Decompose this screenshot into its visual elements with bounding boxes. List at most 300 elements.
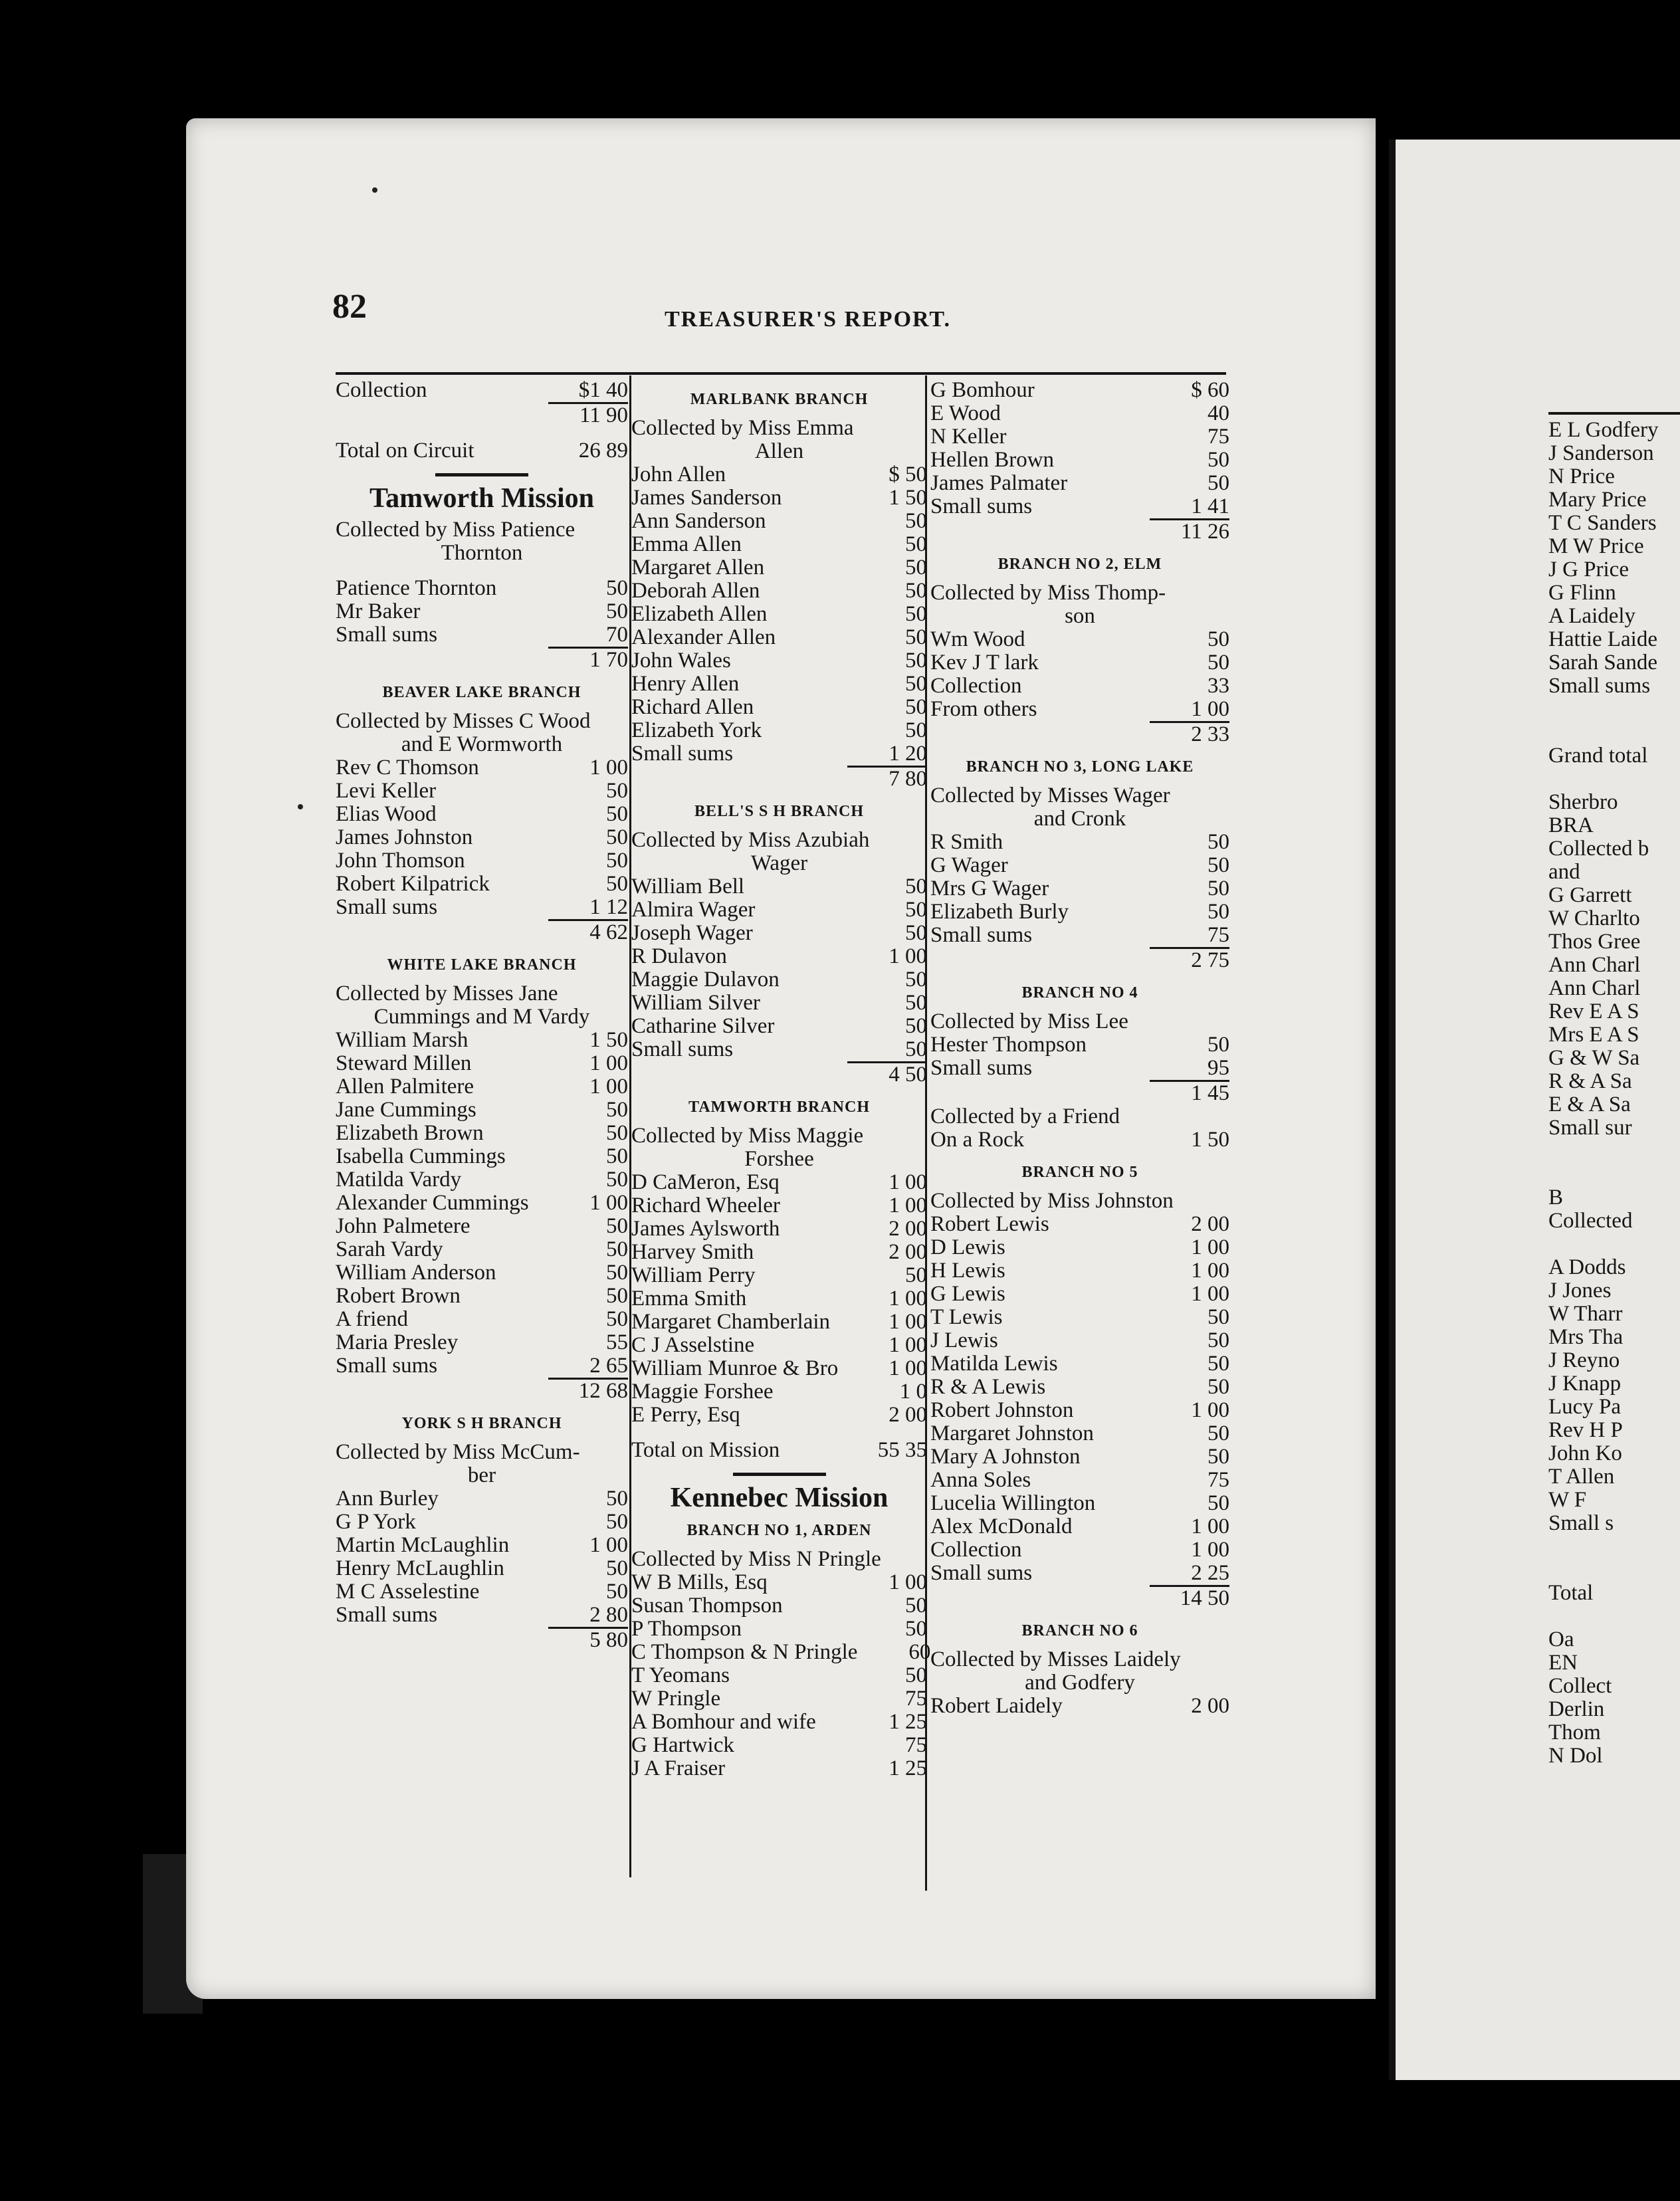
subtotal-amount: 11 26 <box>1180 520 1229 544</box>
amount: 1 00 <box>589 756 628 780</box>
donor-name: Robert Lewis <box>930 1212 1049 1236</box>
donor-name: Alexander Allen <box>631 625 776 649</box>
amount: 1 41 <box>1191 494 1229 518</box>
ledger-row <box>930 628 1229 651</box>
ledger-row <box>336 1261 628 1285</box>
amount: 2 00 <box>889 1403 927 1427</box>
collector-text-cont: Thornton <box>441 541 523 565</box>
ledger-row <box>631 1380 927 1404</box>
donor-name: Matilda Vardy <box>336 1168 462 1192</box>
donor-name: Collection <box>930 1538 1022 1562</box>
amount: 55 35 <box>877 1438 927 1462</box>
subtotal-amount: 4 50 <box>889 1063 927 1087</box>
donor-name: G P York <box>336 1510 416 1534</box>
collector-text: Collected by Miss Thomp- <box>930 581 1166 605</box>
collector-line <box>930 1105 1229 1128</box>
ledger-row <box>631 1334 927 1357</box>
collector-line <box>930 1190 1229 1213</box>
right-page-line: T Allen <box>1548 1465 1615 1489</box>
donor-name: James Palmater <box>930 471 1068 495</box>
subtotal-amount: 14 50 <box>1180 1586 1229 1610</box>
ledger-row <box>631 1687 927 1711</box>
amount: 50 <box>905 649 927 673</box>
ledger-row <box>631 875 927 898</box>
collector-text: Collected by Miss Patience <box>336 518 576 542</box>
right-page-line: G Garrett <box>1548 883 1632 907</box>
collector-line <box>336 518 628 565</box>
ledger-row <box>631 742 927 766</box>
ledger-row <box>631 1640 931 1664</box>
speck <box>298 804 303 809</box>
donor-name: A Bomhour and wife <box>631 1710 816 1734</box>
amount: 50 <box>1208 877 1229 900</box>
donor-name: Small sums <box>336 1603 438 1627</box>
right-page-line: N Price <box>1548 465 1615 488</box>
amount: 75 <box>1208 1468 1229 1492</box>
amount: 50 <box>606 1510 628 1534</box>
ledger-row <box>930 1352 1229 1376</box>
subtotal <box>336 649 628 672</box>
ledger-row <box>930 831 1229 854</box>
ledger-row <box>930 1538 1229 1562</box>
branch-heading: BRANCH NO 5 <box>1021 1164 1138 1181</box>
right-page-line <box>1548 1558 1680 1582</box>
branch-heading: BRANCH NO 4 <box>1021 984 1138 1001</box>
amount: 1 0 <box>899 1380 927 1404</box>
ledger-row <box>631 626 927 649</box>
right-page-line <box>1548 698 1680 721</box>
ledger-row <box>336 1331 628 1354</box>
collector-line <box>930 1010 1229 1033</box>
right-page-line: Sherbro <box>1548 790 1618 814</box>
right-page-line: B <box>1548 1186 1564 1209</box>
right-page-line <box>1548 1140 1680 1163</box>
donor-name: William Perry <box>631 1263 756 1287</box>
amount: 2 00 <box>889 1240 927 1264</box>
donor-name: N Keller <box>930 425 1007 449</box>
ledger-row <box>336 756 628 780</box>
donor-name: Ann Sanderson <box>631 509 766 533</box>
donor-name: John Wales <box>631 649 731 673</box>
column-2 <box>631 379 931 1780</box>
right-page-line: W Tharr <box>1548 1302 1623 1326</box>
amount: 50 <box>606 1214 628 1238</box>
donor-name: Collection <box>336 378 427 402</box>
right-page-line: A Dodds <box>1548 1255 1626 1279</box>
ledger-row <box>631 1217 927 1241</box>
ledger-row <box>631 1357 927 1380</box>
ledger-row <box>631 1241 927 1264</box>
amount: 50 <box>1208 1033 1229 1057</box>
right-page-line: J Knapp <box>1548 1372 1622 1396</box>
amount: 50 <box>905 898 927 922</box>
ledger-row <box>631 649 927 673</box>
ledger-row <box>631 1571 927 1594</box>
right-page-line: Mrs Tha <box>1548 1325 1624 1349</box>
amount: 1 25 <box>889 1756 927 1780</box>
subtotal <box>930 949 1229 972</box>
amount: 50 <box>606 1098 628 1122</box>
collector-text-cont: Cummings and M Vardy <box>373 1005 590 1029</box>
ledger-row <box>930 425 1229 449</box>
amount: 50 <box>606 1556 628 1580</box>
right-page-line: G & W Sa <box>1548 1046 1640 1070</box>
ledger-row <box>631 1618 927 1641</box>
mission-heading: Tamworth Mission <box>369 483 594 514</box>
donor-name: John Allen <box>631 463 726 486</box>
donor-name: R & A Lewis <box>930 1375 1046 1399</box>
ledger-row <box>631 673 927 696</box>
right-page-line: T C Sanders <box>1548 511 1657 535</box>
right-page-line: Mary Price <box>1548 488 1647 512</box>
donor-name: T Yeomans <box>631 1663 730 1687</box>
ledger-row <box>631 1594 927 1618</box>
donor-name: On a Rock <box>930 1128 1025 1152</box>
amount: 75 <box>905 1733 927 1757</box>
right-page-line: E L Godfery <box>1548 419 1659 442</box>
ledger-row <box>930 1128 1229 1152</box>
branch-heading: WHITE LAKE BRANCH <box>387 956 577 974</box>
donor-name: Small sums <box>930 923 1033 947</box>
amount: 1 00 <box>589 1075 628 1099</box>
subtotal <box>336 1380 628 1403</box>
right-page-line <box>1548 768 1680 791</box>
donor-name: Isabella Cummings <box>336 1144 506 1168</box>
ledger-row <box>930 1057 1229 1080</box>
ledger-row <box>336 1215 628 1238</box>
donor-name: Catharine Silver <box>631 1014 775 1038</box>
ledger-row <box>631 510 927 533</box>
subtotal-amount: 4 62 <box>589 920 628 944</box>
donor-name: Robert Brown <box>336 1284 461 1308</box>
collector-text: Collected by a Friend <box>930 1104 1120 1128</box>
amount: 1 12 <box>589 895 628 919</box>
collector-text-cont: and Cronk <box>1033 807 1126 831</box>
ledger-row <box>336 849 628 873</box>
right-page-line <box>1548 721 1680 744</box>
donor-name: Small sums <box>930 1056 1033 1080</box>
subtotal <box>631 768 927 791</box>
amount: 1 00 <box>1191 1282 1229 1306</box>
donor-name: Henry McLaughlin <box>336 1556 504 1580</box>
ledger-row <box>336 803 628 826</box>
amount: 95 <box>1208 1056 1229 1080</box>
donor-name: Lucelia Willington <box>930 1491 1096 1515</box>
donor-name: W B Mills, Esq <box>631 1570 768 1594</box>
ledger-row <box>336 1168 628 1192</box>
donor-name: Levi Keller <box>336 779 437 803</box>
donor-name: Small sums <box>930 494 1033 518</box>
amount: 50 <box>1208 471 1229 495</box>
ledger-row <box>336 780 628 803</box>
donor-name: Margaret Allen <box>631 556 765 579</box>
amount: 50 <box>606 779 628 803</box>
collector-text: Collected by Miss Emma <box>631 416 854 440</box>
donor-name: Maggie Dulavon <box>631 968 780 992</box>
amount: $1 40 <box>578 378 628 402</box>
amount: 50 <box>905 625 927 649</box>
amount: 50 <box>606 1144 628 1168</box>
amount: 70 <box>606 623 628 647</box>
amount: 50 <box>1208 1305 1229 1329</box>
ledger-row <box>930 1329 1229 1352</box>
ledger-row <box>336 1354 628 1378</box>
ledger-row <box>631 968 927 992</box>
column-3 <box>930 379 1229 1718</box>
donor-name: J Lewis <box>930 1328 998 1352</box>
amount: 50 <box>606 1261 628 1285</box>
subtotal-amount: 7 80 <box>889 767 927 791</box>
donor-name: Robert Kilpatrick <box>336 872 490 896</box>
amount: 50 <box>905 991 927 1015</box>
ledger-row <box>631 922 927 945</box>
page-title: TREASURER'S REPORT. <box>665 307 952 332</box>
branch-heading: BEAVER LAKE BRANCH <box>382 684 581 701</box>
ledger-row <box>930 1469 1229 1492</box>
right-page-line: Collected b <box>1548 837 1649 861</box>
collector-text: Collected by Miss Maggie <box>631 1124 864 1148</box>
donor-name: Emma Allen <box>631 532 742 556</box>
amount: 50 <box>606 802 628 826</box>
ledger-row <box>336 577 628 600</box>
amount: 1 00 <box>1191 1538 1229 1562</box>
donor-name: D CaMeron, Esq <box>631 1170 780 1194</box>
ledger-row <box>631 1194 927 1217</box>
ledger-row <box>631 556 927 579</box>
right-page-line: EN <box>1548 1651 1578 1675</box>
ledger-row <box>336 379 628 402</box>
collector-text: Collected by Miss McCum- <box>336 1440 580 1464</box>
collector-text-cont: ber <box>467 1463 496 1487</box>
donor-name: Patience Thornton <box>336 576 497 600</box>
right-page-line: Oa <box>1548 1627 1574 1651</box>
amount: 75 <box>1208 923 1229 947</box>
amount: 50 <box>905 672 927 696</box>
right-page-line: N Dol <box>1548 1744 1603 1768</box>
amount: 50 <box>905 968 927 992</box>
amount: 50 <box>905 718 927 742</box>
amount: 1 00 <box>1191 697 1229 721</box>
donor-name: Total on Circuit <box>336 439 474 463</box>
amount: 50 <box>1208 1375 1229 1399</box>
amount: 50 <box>1208 830 1229 854</box>
donor-name: Small sums <box>336 1354 438 1378</box>
amount: 50 <box>905 1617 927 1641</box>
spacer <box>336 427 628 439</box>
amount: 50 <box>606 1487 628 1511</box>
amount: 50 <box>905 1263 927 1287</box>
ledger-row <box>631 1711 927 1734</box>
ledger-row <box>336 873 628 896</box>
ledger-row <box>930 675 1229 698</box>
right-page-line: Thom <box>1548 1721 1601 1744</box>
branch-heading: BRANCH NO 3, LONG LAKE <box>966 758 1194 776</box>
amount: 55 <box>606 1330 628 1354</box>
ledger-row <box>930 1259 1229 1283</box>
donor-name: J A Fraiser <box>631 1756 726 1780</box>
right-page-line <box>1548 1163 1680 1186</box>
mission-heading: Kennebec Mission <box>670 1483 889 1513</box>
collector-text-cont: Wager <box>750 851 808 875</box>
ledger-row <box>631 1264 927 1287</box>
amount: 50 <box>606 576 628 600</box>
collector-line <box>930 581 1229 628</box>
right-page-line: Thos Gree <box>1548 930 1641 954</box>
subtotal-amount: 5 80 <box>589 1628 628 1652</box>
ledger-row <box>631 1439 927 1462</box>
collector-text: Collected by Misses C Wood <box>336 709 591 733</box>
collector-line <box>336 1441 628 1487</box>
ledger-row <box>631 1171 927 1194</box>
collector-text: Collected by Misses Laidely <box>930 1647 1181 1671</box>
ledger-row <box>336 1487 628 1511</box>
right-page-column <box>1548 419 1680 1768</box>
ledger-row <box>336 1099 628 1122</box>
right-page-line <box>1548 1605 1680 1628</box>
ledger-row <box>336 600 628 623</box>
donor-name: Total on Mission <box>631 1438 780 1462</box>
collector-line <box>631 829 927 875</box>
donor-name: John Palmetere <box>336 1214 471 1238</box>
ledger-row <box>930 379 1229 402</box>
amount: 50 <box>606 1168 628 1192</box>
collector-text: Collected by Misses Wager <box>930 784 1170 807</box>
ledger-row <box>631 696 927 719</box>
subtotal-amount: 2 75 <box>1191 948 1229 972</box>
speck <box>372 187 377 193</box>
ledger-row <box>336 1122 628 1145</box>
collector-text-cont: son <box>1065 604 1095 628</box>
amount: 50 <box>1208 448 1229 472</box>
amount: $ 60 <box>1191 378 1229 402</box>
amount: 1 00 <box>1191 1259 1229 1283</box>
ledger-row <box>930 472 1229 495</box>
subtotal-amount: 11 90 <box>579 403 628 427</box>
page-number: 82 <box>332 288 367 326</box>
subtotal <box>930 520 1229 544</box>
ledger-row <box>631 898 927 922</box>
donor-name: Sarah Vardy <box>336 1237 443 1261</box>
ledger-row <box>930 1033 1229 1057</box>
donor-name: Matilda Lewis <box>930 1352 1058 1376</box>
right-page-line: Ann Charl <box>1548 976 1641 1000</box>
right-page-line: W Charlto <box>1548 906 1640 930</box>
right-page-line: Collected <box>1548 1209 1633 1233</box>
amount: 50 <box>905 1594 927 1618</box>
section-rule <box>733 1473 826 1476</box>
donor-name: Henry Allen <box>631 672 740 696</box>
donor-name: William Anderson <box>336 1261 496 1285</box>
donor-name: Anna Soles <box>930 1468 1031 1492</box>
collector-text: Collected by Miss N Pringle <box>631 1547 881 1571</box>
donor-name: William Munroe & Bro <box>631 1356 839 1380</box>
ledger-row <box>930 1399 1229 1422</box>
ledger-row <box>336 1145 628 1168</box>
donor-name: Alexander Cummings <box>336 1191 529 1215</box>
amount: 2 80 <box>589 1603 628 1627</box>
right-page-line: Rev E A S <box>1548 999 1639 1023</box>
subtotal-amount: 12 68 <box>578 1379 628 1403</box>
ledger-row <box>631 463 927 486</box>
donor-name: Susan Thompson <box>631 1594 783 1618</box>
donor-name: Maria Presley <box>336 1330 459 1354</box>
ledger-row <box>930 1236 1229 1259</box>
collector-line <box>930 1648 1229 1695</box>
right-page-line: John Ko <box>1548 1441 1622 1465</box>
amount: 1 50 <box>889 486 927 510</box>
ledger-row <box>336 1604 628 1627</box>
ledger-row <box>930 1445 1229 1469</box>
donor-name: Emma Smith <box>631 1287 747 1310</box>
amount: 50 <box>1208 1445 1229 1469</box>
amount: 50 <box>606 1237 628 1261</box>
collector-line <box>930 784 1229 831</box>
amount: 2 00 <box>1191 1212 1229 1236</box>
amount: 75 <box>905 1687 927 1711</box>
donor-name: E Perry, Esq <box>631 1403 740 1427</box>
right-page-line: J G Price <box>1548 558 1629 581</box>
right-page-line: Total <box>1548 1581 1594 1605</box>
amount: 50 <box>1208 853 1229 877</box>
ledger-row <box>930 1283 1229 1306</box>
collector-text: Collected by Misses Jane <box>336 982 558 1005</box>
donor-name: H Lewis <box>930 1259 1005 1283</box>
right-page-line <box>1548 1535 1680 1558</box>
amount: 26 89 <box>578 439 628 463</box>
donor-name: James Sanderson <box>631 486 782 510</box>
donor-name: Deborah Allen <box>631 579 760 603</box>
collector-line <box>631 417 927 463</box>
right-page-line: Small sur <box>1548 1116 1632 1140</box>
ledger-row <box>930 1695 1229 1718</box>
amount: 50 <box>905 532 927 556</box>
amount: $ 50 <box>889 463 927 486</box>
ledger-row <box>930 1213 1229 1236</box>
donor-name: Jane Cummings <box>336 1098 476 1122</box>
ledger-row <box>336 1580 628 1604</box>
donor-name: Elizabeth Brown <box>336 1121 484 1145</box>
ledger-row <box>336 1285 628 1308</box>
collector-text-cont: Allen <box>754 439 804 463</box>
donor-name: P Thompson <box>631 1617 742 1641</box>
subtotal <box>930 723 1229 746</box>
ledger-row <box>930 449 1229 472</box>
donor-name: Maggie Forshee <box>631 1380 774 1404</box>
amount: 50 <box>606 599 628 623</box>
amount: 50 <box>905 875 927 898</box>
right-page-line: BRA <box>1548 813 1594 837</box>
amount: 40 <box>1208 401 1229 425</box>
donor-name: Small sums <box>336 895 438 919</box>
amount: 50 <box>606 1284 628 1308</box>
ledger-row <box>631 992 927 1015</box>
donor-name: Margaret Johnston <box>930 1421 1094 1445</box>
amount: 1 00 <box>589 1191 628 1215</box>
amount: 50 <box>905 579 927 603</box>
ledger-row <box>930 1515 1229 1538</box>
ledger-row <box>930 854 1229 877</box>
donor-name: Small sums <box>631 1037 734 1061</box>
amount: 50 <box>1208 900 1229 924</box>
spacer <box>631 1427 927 1439</box>
donor-name: Mr Baker <box>336 599 421 623</box>
donor-name: James Johnston <box>336 825 473 849</box>
subtotal-amount: 2 33 <box>1191 722 1229 746</box>
amount: 50 <box>1208 1421 1229 1445</box>
ledger-row <box>336 1557 628 1580</box>
donor-name: Alex McDonald <box>930 1515 1073 1538</box>
amount: 50 <box>905 602 927 626</box>
